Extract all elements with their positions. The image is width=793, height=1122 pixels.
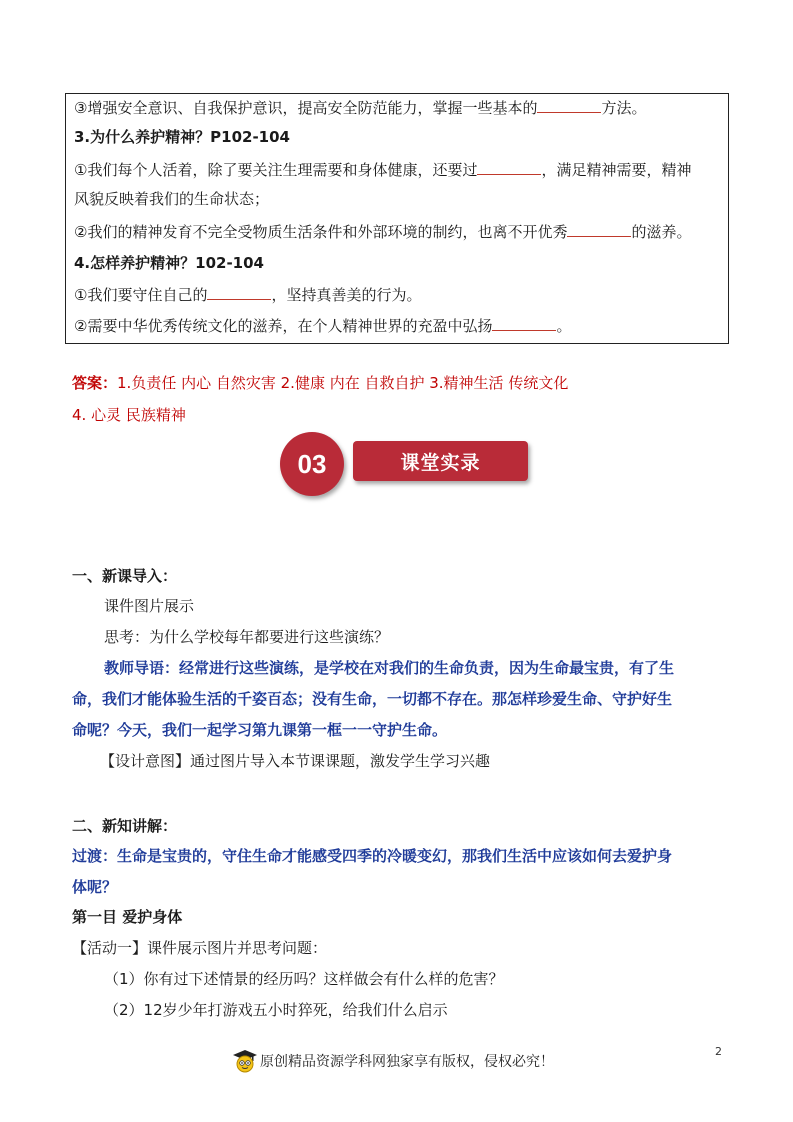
section-number-badge: 03 bbox=[280, 432, 344, 496]
graduate-mascot-icon bbox=[232, 1048, 258, 1074]
box-line-4: 风貌反映着我们的生命状态； bbox=[74, 190, 270, 208]
copyright-text: 原创精品资源学科网独家享有版权，侵权必究！ bbox=[260, 1054, 554, 1070]
fill-blank bbox=[492, 314, 556, 331]
footer bbox=[232, 1046, 554, 1076]
box-line-1: ③增强安全意识、自我保护意识，提高安全防范能力，掌握一些基本的 方法。 bbox=[74, 96, 646, 119]
fill-blank bbox=[477, 158, 541, 175]
fill-blank bbox=[537, 96, 601, 113]
answer-line-1: 答案：1.负责任 内心 自然灾害 2.健康 内在 自救自护 3.精神生活 传统文化 bbox=[72, 374, 569, 392]
transition-2: 体呢？ bbox=[72, 878, 118, 896]
teacher-guide-2: 命，我们才能体验生活的千姿百态；没有生命，一切都不存在。那怎样珍爱生命、守护好生 bbox=[72, 690, 673, 708]
section1-heading: 一、新课导入： bbox=[72, 567, 178, 585]
section1-p2: 思考：为什么学校每年都要进行这些演练？ bbox=[104, 628, 390, 646]
box-line-3: ①我们每个人活着，除了要关注生理需要和身体健康，还要过 ，满足精神需要，精神 bbox=[74, 158, 691, 181]
activity-one: 【活动一】课件展示图片并思考问题： bbox=[72, 939, 328, 957]
box-line-8: ②需要中华优秀传统文化的滋养，在个人精神世界的充盈中弘扬 。 bbox=[74, 314, 571, 337]
question-1: （1）你有过下述情景的经历吗？这样做会有什么样的危害？ bbox=[104, 970, 504, 988]
transition-1: 过渡：生命是宝贵的，守住生命才能感受四季的冷暖变幻，那我们生活中应该如何去爱护身 bbox=[72, 847, 673, 865]
section2-heading: 二、新知讲解： bbox=[72, 817, 178, 835]
section1-p1: 课件图片展示 bbox=[104, 597, 195, 615]
teacher-guide-1: 教师导语：经常进行这些演练，是学校在对我们的生命负责，因为生命最宝贵，有了生 bbox=[104, 659, 675, 677]
fill-blank bbox=[207, 283, 271, 300]
heading-q3: 3.为什么养护精神？P102-104 bbox=[74, 128, 290, 146]
page-number: 2 bbox=[715, 1045, 722, 1058]
heading-q4: 4.怎样养护精神？102-104 bbox=[74, 254, 264, 272]
design-intent: 【设计意图】通过图片导入本节课课题，激发学生学习兴趣 bbox=[100, 752, 491, 770]
box-line-7: ①我们要守住自己的 ，坚持真善美的行为。 bbox=[74, 283, 421, 306]
section-title-badge: 课堂实录 bbox=[353, 441, 528, 481]
subsection-heading: 第一目 爱护身体 bbox=[72, 908, 183, 926]
question-box bbox=[65, 93, 729, 344]
teacher-guide-3: 命呢？今天，我们一起学习第九课第一框一一守护生命。 bbox=[72, 721, 448, 739]
answer-line-2: 4. 心灵 民族精神 bbox=[72, 406, 186, 424]
box-line-5: ②我们的精神发育不完全受物质生活条件和外部环境的制约，也离不开优秀 的滋养。 bbox=[74, 220, 691, 243]
question-2: （2）12岁少年打游戏五小时猝死，给我们什么启示 bbox=[104, 1001, 448, 1019]
fill-blank bbox=[567, 220, 631, 237]
